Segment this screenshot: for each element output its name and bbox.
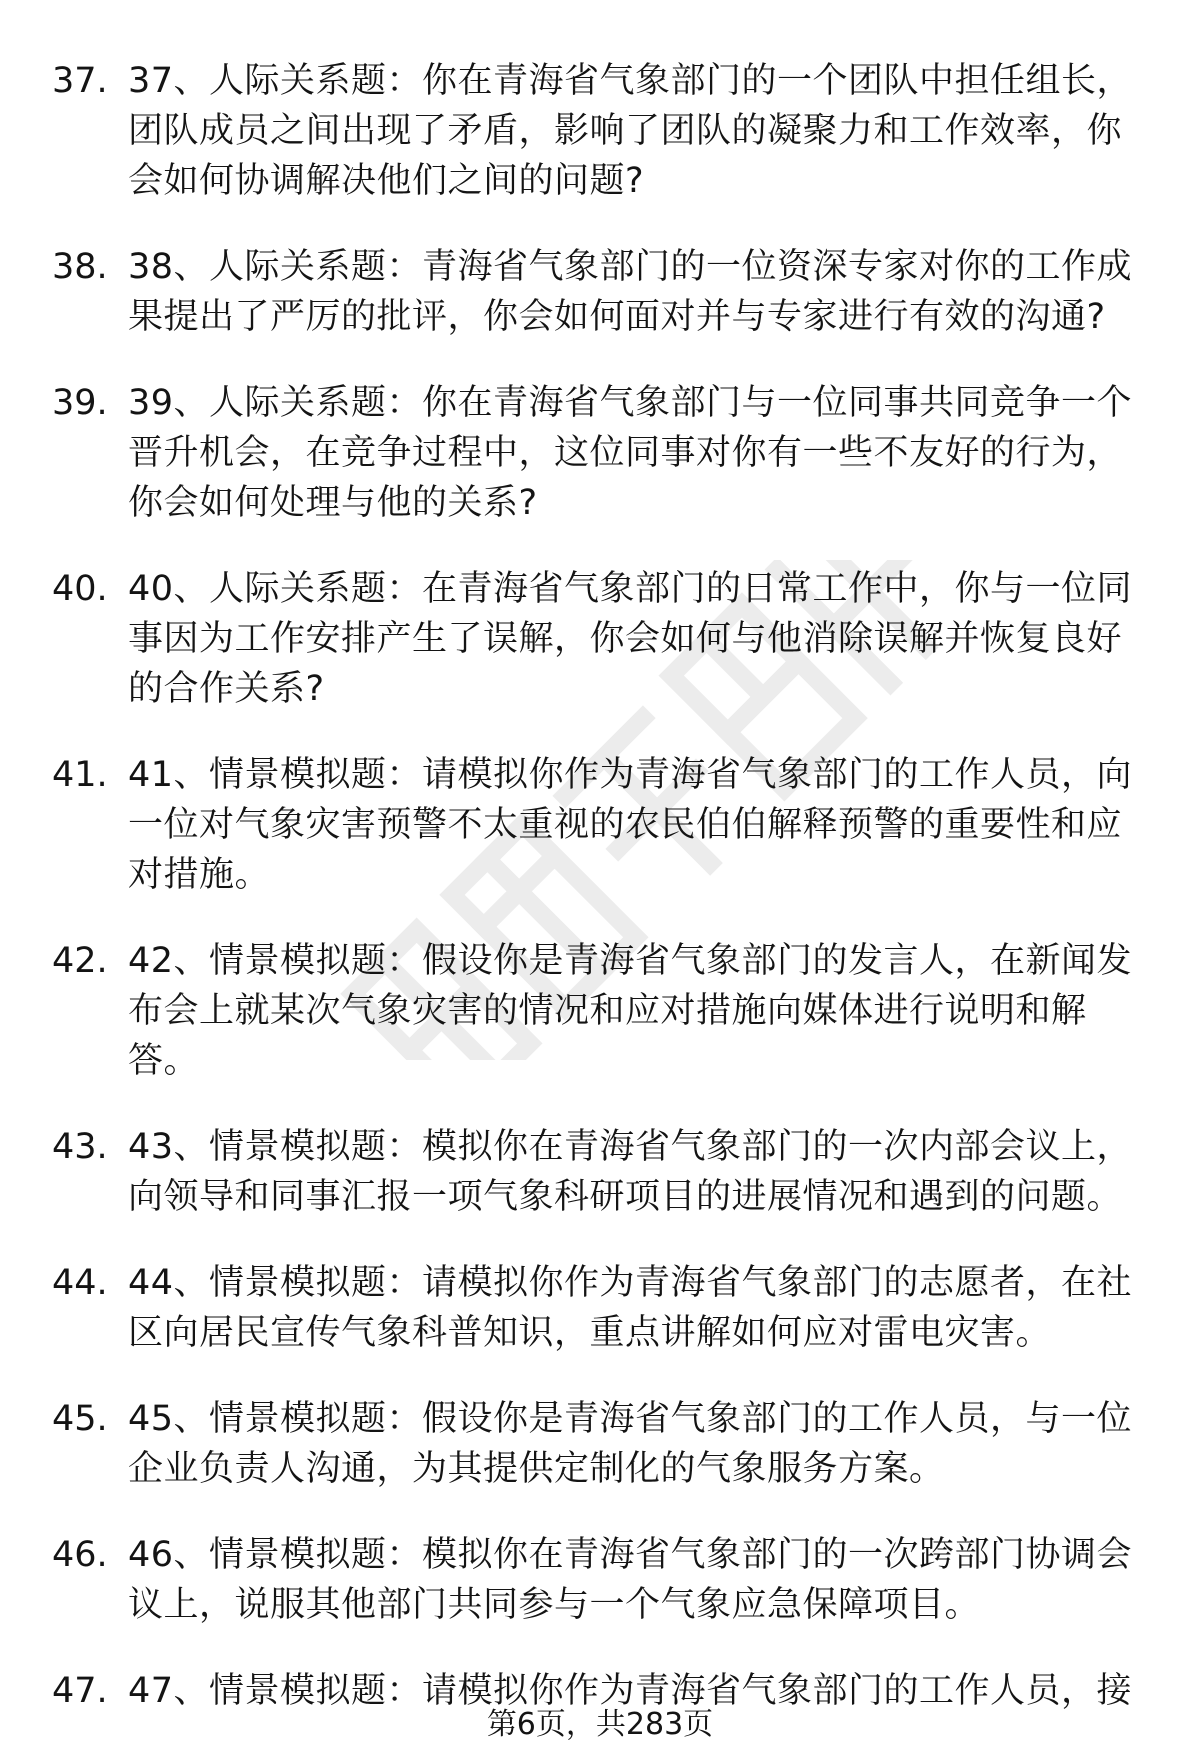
- item-text: 46、情景模拟题：模拟你在青海省气象部门的一次跨部门协调会议上，说服其他部门共同参与一个气象应急保障项目。: [128, 1535, 1133, 1625]
- item-number: 39.: [52, 383, 108, 423]
- item-number: 43.: [52, 1127, 108, 1167]
- item-text: 44、情景模拟题：请模拟你作为青海省气象部门的志愿者，在社区向居民宣传气象科普知识，重点讲解如何应对雷电灾害。: [128, 1263, 1133, 1353]
- list-item: [0, 1394, 1200, 1494]
- list-item: [0, 936, 1200, 1086]
- item-number: 44.: [52, 1263, 108, 1303]
- item-number: 46.: [52, 1535, 108, 1575]
- item-number: 42.: [52, 941, 108, 981]
- list-item: [0, 1530, 1200, 1630]
- list-item: [0, 378, 1200, 528]
- list-item: [0, 1122, 1200, 1222]
- item-text: 45、情景模拟题：假设你是青海省气象部门的工作人员，与一位企业负责人沟通，为其提供定制化的气象服务方案。: [128, 1399, 1133, 1489]
- item-number: 40.: [52, 569, 108, 609]
- item-text: 39、人际关系题：你在青海省气象部门与一位同事共同竞争一个晋升机会，在竞争过程中，这位同事对你有一些不友好的行为，你会如何处理与他的关系?: [128, 383, 1133, 523]
- page-footer: 第6页，共283页: [486, 1707, 714, 1742]
- item-text: 38、人际关系题：青海省气象部门的一位资深专家对你的工作成果提出了严厉的批评，你会如何面对并与专家进行有效的沟通?: [128, 247, 1133, 337]
- list-item: [0, 1258, 1200, 1358]
- question-list: [0, 56, 1200, 1752]
- item-text: 40、人际关系题：在青海省气象部门的日常工作中，你与一位同事因为工作安排产生了误解，你会如何与他消除误解并恢复良好的合作关系?: [128, 569, 1133, 709]
- list-item: [0, 56, 1200, 206]
- item-number: 38.: [52, 247, 108, 287]
- list-item: [0, 750, 1200, 900]
- list-item: [0, 242, 1200, 342]
- item-text: 43、情景模拟题：模拟你在青海省气象部门的一次内部会议上，向领导和同事汇报一项气象科研项目的进展情况和遇到的问题。: [128, 1127, 1133, 1217]
- item-number: 45.: [52, 1399, 108, 1439]
- item-text: 42、情景模拟题：假设你是青海省气象部门的发言人，在新闻发布会上就某次气象灾害的情况和应对措施向媒体进行说明和解答。: [128, 941, 1133, 1081]
- item-number: 41.: [52, 755, 108, 795]
- item-text: 41、情景模拟题：请模拟你作为青海省气象部门的工作人员，向一位对气象灾害预警不太重视的农民伯伯解释预警的重要性和应对措施。: [128, 755, 1133, 895]
- list-item: [0, 564, 1200, 714]
- item-number: 37.: [52, 61, 108, 101]
- item-text: 47、情景模拟题：请模拟你作为青海省气象部门的工作人员，接: [128, 1671, 1133, 1711]
- item-number: 47.: [52, 1671, 108, 1711]
- item-text: 37、人际关系题：你在青海省气象部门的一个团队中担任组长，团队成员之间出现了矛盾，影响了团队的凝聚力和工作效率，你会如何协调解决他们之间的问题?: [128, 61, 1133, 201]
